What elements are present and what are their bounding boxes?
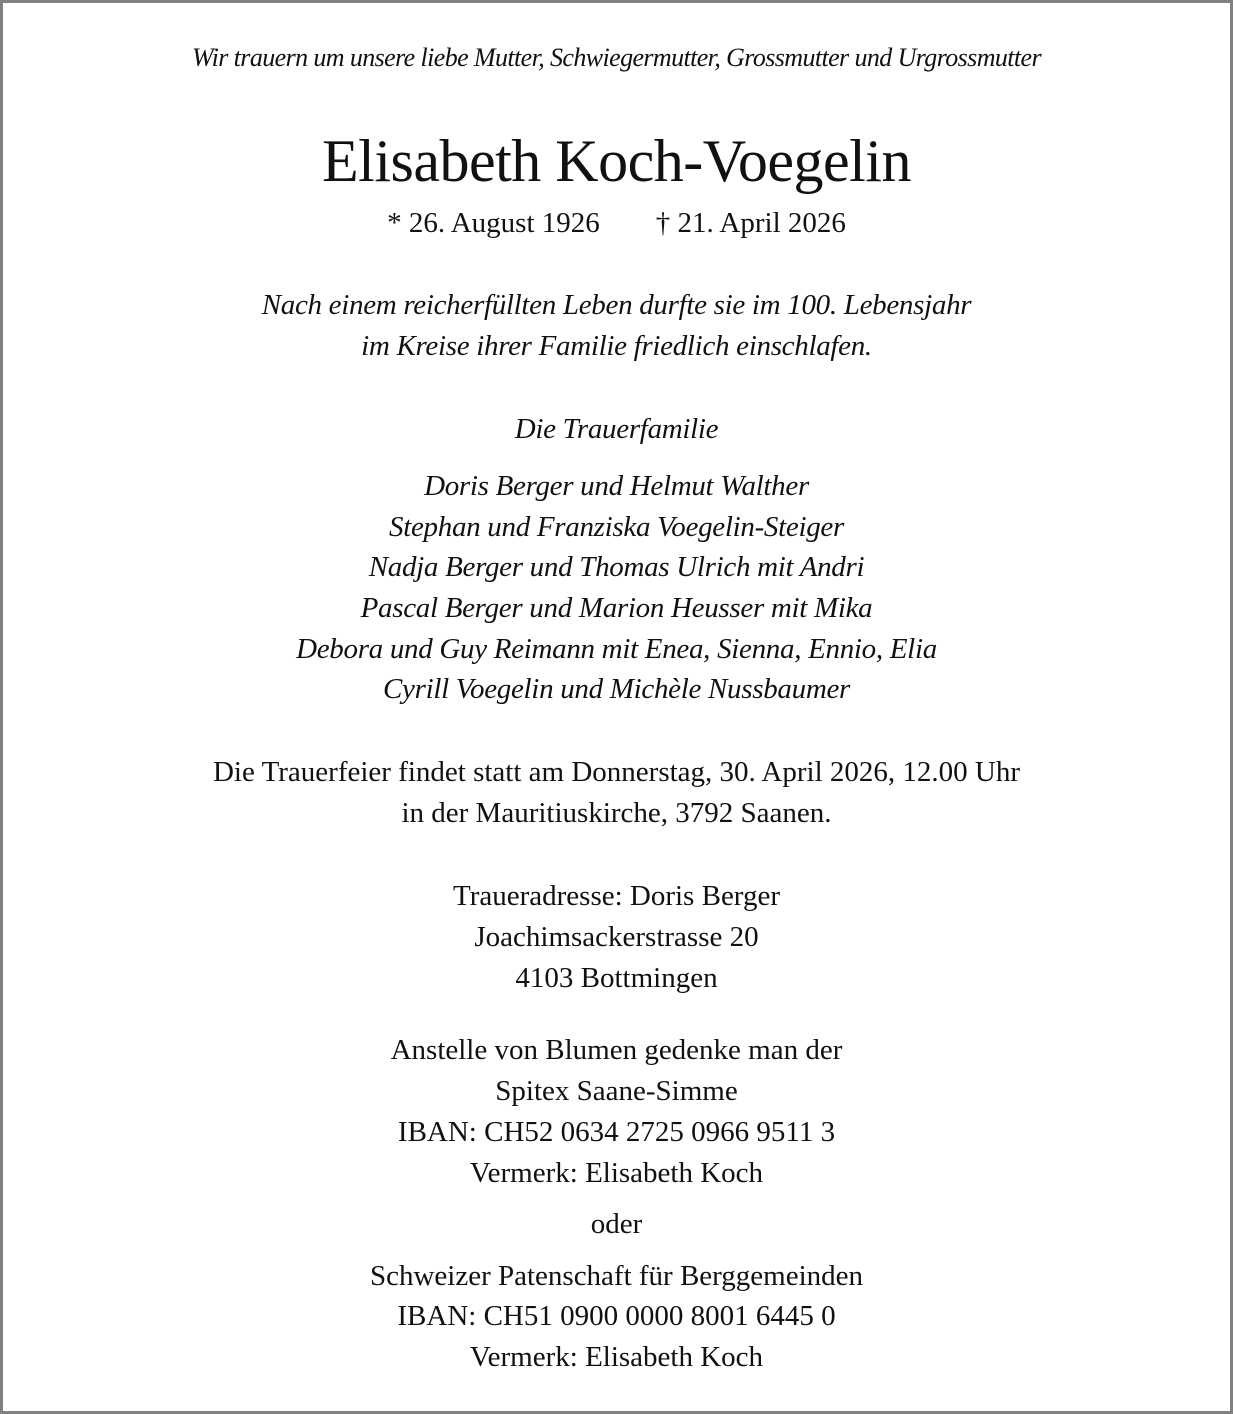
donation-line: Schweizer Patenschaft für Berggemeinden	[369, 1260, 864, 1292]
address-line: 4103 Bottmingen	[515, 962, 718, 994]
death-date: † 21. April 2026	[655, 207, 846, 239]
intro-line: Wir trauern um unsere liebe Mutter, Schwiegermutter, Grossmutter und Urgrossmutter	[192, 43, 1041, 72]
family-member: Cyrill Voegelin und Michèle Nussbaumer	[382, 673, 851, 705]
family-member: Stephan und Franziska Voegelin-Steiger	[389, 511, 844, 543]
reference-line: Vermerk: Elisabeth Koch	[469, 1341, 764, 1373]
family-heading: Die Trauerfamilie	[514, 413, 719, 445]
donation-line: Anstelle von Blumen gedenke man der	[390, 1034, 843, 1066]
family-member: Pascal Berger und Marion Heusser mit Mika	[360, 592, 873, 624]
family-member: Doris Berger und Helmut Walther	[424, 470, 809, 502]
address-line: Traueradresse: Doris Berger	[453, 880, 780, 912]
separator-text: oder	[590, 1208, 643, 1240]
tribute-line: Nach einem reicherfüllten Leben durfte sie im 100. Lebensjahr	[261, 289, 972, 321]
ceremony-line: Die Trauerfeier findet statt am Donnerstag, 30. April 2026, 12.00 Uhr	[212, 756, 1020, 788]
family-member: Nadja Berger und Thomas Ulrich mit Andri	[368, 551, 865, 583]
iban-line: IBAN: CH52 0634 2725 0966 9511 3	[397, 1116, 836, 1148]
tribute-line: im Kreise ihrer Familie friedlich einschlafen.	[361, 330, 872, 362]
iban-line: IBAN: CH51 0900 0000 8001 6445 0	[397, 1300, 836, 1332]
birth-date: * 26. August 1926	[387, 207, 600, 239]
deceased-name: Elisabeth Koch-Voegelin	[322, 128, 911, 194]
reference-line: Vermerk: Elisabeth Koch	[469, 1157, 764, 1189]
address-line: Joachimsackerstrasse 20	[474, 921, 759, 953]
family-member: Debora und Guy Reimann mit Enea, Sienna, Ennio, Elia	[296, 633, 937, 665]
life-dates	[3, 207, 1230, 240]
donation-line: Spitex Saane-Simme	[495, 1075, 738, 1107]
ceremony-line: in der Mauritiuskirche, 3792 Saanen.	[401, 797, 832, 829]
